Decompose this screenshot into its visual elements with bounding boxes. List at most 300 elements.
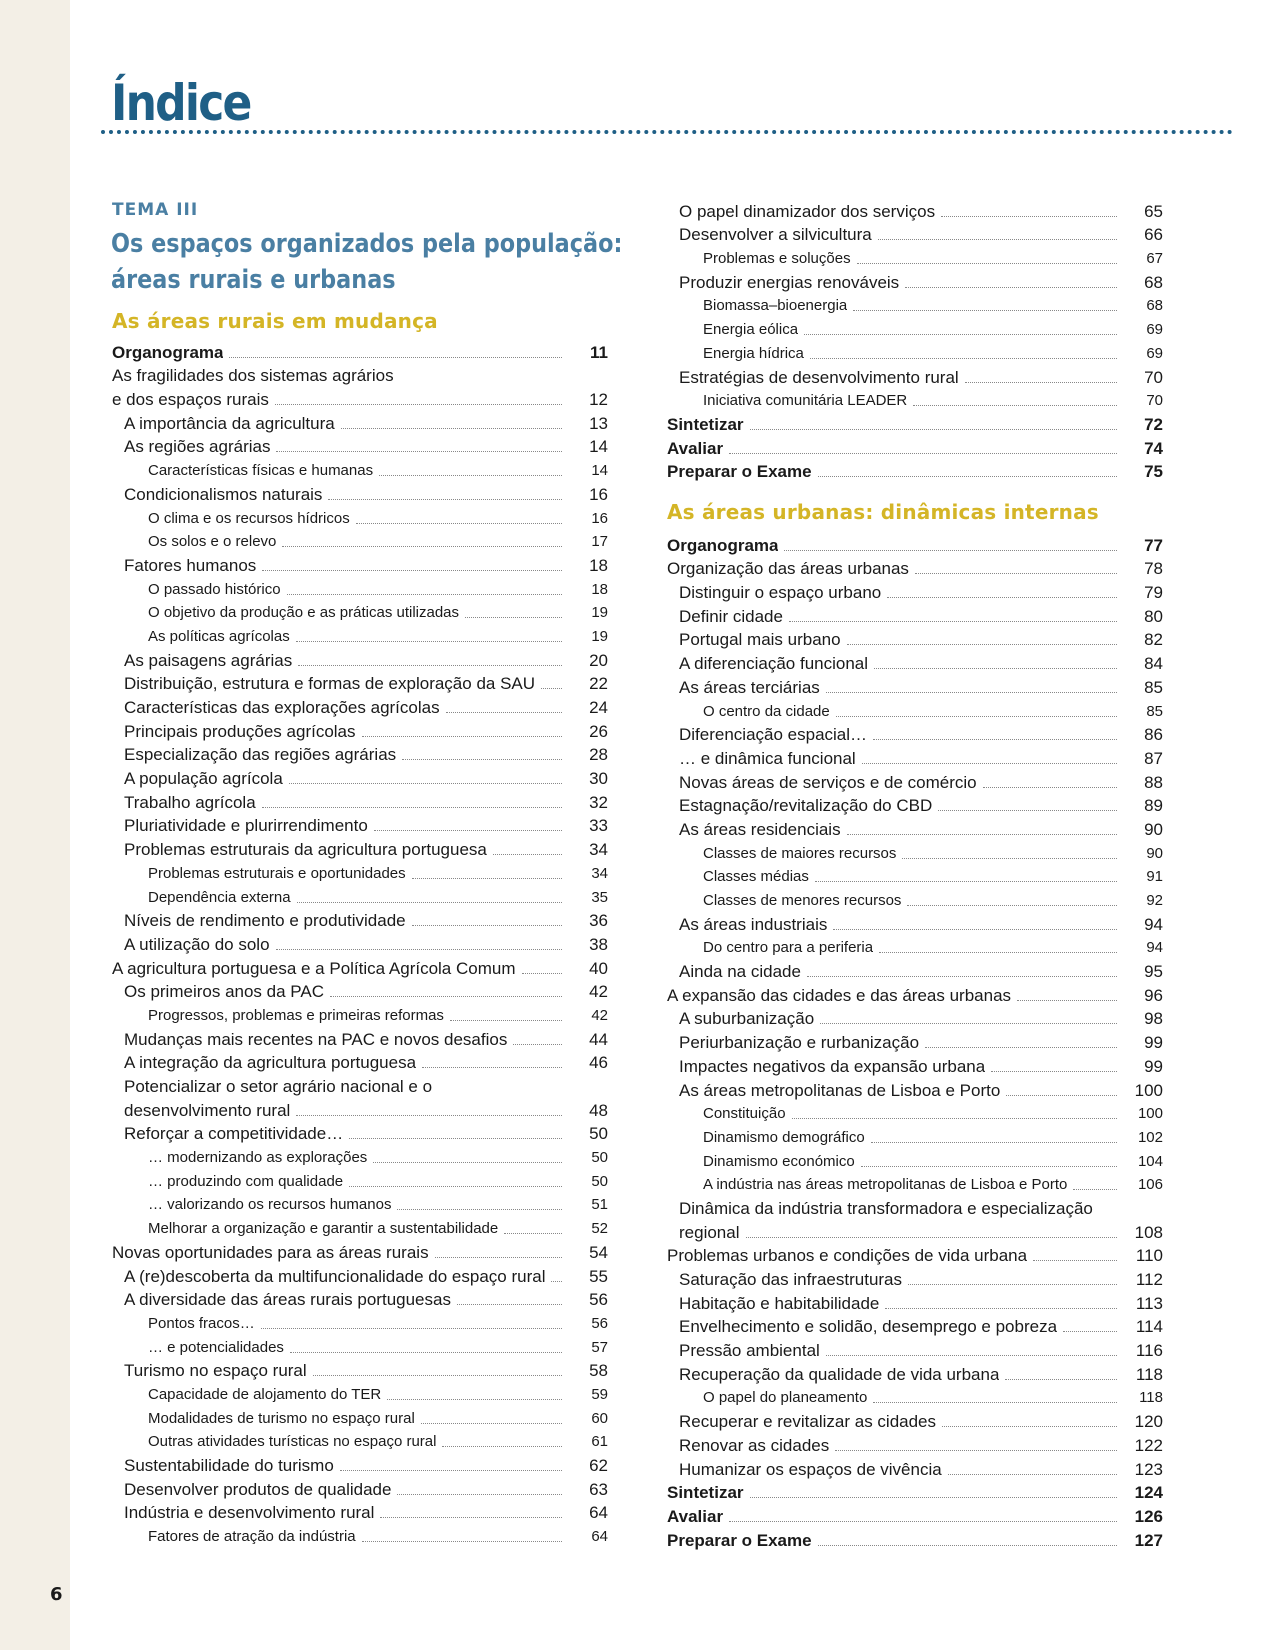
- toc-entry[interactable]: [112, 813, 608, 837]
- toc-entry[interactable]: [667, 935, 1163, 959]
- dot-leader: [435, 1257, 562, 1258]
- dot-leader: [412, 925, 562, 926]
- toc-entry-page: 22: [589, 674, 608, 694]
- toc-entry-title: Renovar as cidades: [679, 1435, 830, 1455]
- dot-leader: [296, 641, 562, 642]
- dot-leader: [1063, 1331, 1117, 1332]
- toc-entry-title: Avaliar: [667, 438, 724, 458]
- toc-entry[interactable]: [112, 1334, 608, 1358]
- dot-leader: [362, 1541, 562, 1542]
- toc-entry-title: Características físicas e humanas: [148, 462, 374, 480]
- toc-entry-title: Dependência externa: [148, 888, 291, 906]
- toc-entry-page: 94: [1144, 914, 1163, 934]
- toc-entry-title: Características das explorações agrícolas: [124, 698, 440, 717]
- toc-entry-page: 59: [591, 1385, 608, 1403]
- toc-entry-page: 19: [591, 604, 608, 622]
- dot-leader: [804, 334, 1117, 335]
- toc-entry-page: 24: [589, 698, 608, 717]
- toc-entry-title: Novas oportunidades para as áreas rurais: [112, 1242, 429, 1262]
- toc-entry-title: Sintetizar: [667, 1483, 744, 1503]
- toc-entry-page: 85: [1144, 677, 1163, 697]
- dot-leader: [815, 881, 1117, 882]
- dot-leader: [836, 716, 1117, 717]
- toc-entry[interactable]: [667, 1219, 1163, 1243]
- toc-entry-title: O papel do planeamento: [703, 1389, 868, 1407]
- dot-leader: [835, 1450, 1117, 1451]
- toc-entry-page: 89: [1144, 796, 1163, 816]
- toc-entry-page: 30: [589, 769, 608, 789]
- dot-leader: [330, 996, 562, 997]
- toc-entry-page: 51: [591, 1196, 608, 1214]
- toc-entry[interactable]: [112, 1476, 608, 1500]
- dot-leader: [873, 1402, 1117, 1403]
- toc-entry-title: Melhorar a organização e garantir a sustentabilidade: [148, 1220, 499, 1238]
- toc-entry-page: 46: [589, 1053, 608, 1073]
- toc-entry[interactable]: [112, 1523, 608, 1547]
- toc-entry[interactable]: [112, 979, 608, 1003]
- toc-entry-page: 52: [591, 1220, 608, 1238]
- toc-entry-page: 92: [1146, 892, 1163, 909]
- toc-entry-title: Indústria e desenvolvimento rural: [124, 1503, 375, 1523]
- toc-entry-page: 42: [591, 1006, 608, 1024]
- dot-leader: [913, 405, 1117, 406]
- toc-entry-page: 86: [1144, 725, 1163, 745]
- toc-entry-title: Turismo no espaço rural: [124, 1361, 307, 1381]
- dot-leader: [1005, 1379, 1117, 1380]
- toc-entry-title: Avaliar: [667, 1506, 724, 1526]
- toc-entry-title: A diversidade das áreas rurais portuguesas: [124, 1290, 451, 1310]
- dot-leader: [879, 952, 1117, 953]
- toc-entry[interactable]: [667, 1148, 1163, 1172]
- toc-entry[interactable]: [667, 1243, 1163, 1267]
- toc-entry-page: 88: [1144, 772, 1163, 792]
- toc-entry[interactable]: [667, 364, 1163, 388]
- toc-entry-page: 58: [589, 1361, 608, 1381]
- toc-entry-title: Ainda na cidade: [679, 962, 801, 982]
- toc-entry-page: 40: [589, 958, 608, 978]
- toc-entry[interactable]: [112, 1168, 608, 1192]
- toc-entry[interactable]: [112, 1215, 608, 1239]
- toc-entry-title: A indústria nas áreas metropolitanas de Lisboa e Porto: [703, 1176, 1068, 1194]
- toc-entry-title: Principais produções agrícolas: [124, 721, 356, 741]
- toc-entry[interactable]: [667, 1456, 1163, 1480]
- toc-entry-page: 91: [1146, 868, 1163, 886]
- dot-leader: [983, 787, 1117, 788]
- toc-entry[interactable]: [667, 722, 1163, 746]
- toc-entry[interactable]: [112, 1192, 608, 1216]
- dot-leader: [810, 358, 1117, 359]
- toc-entry[interactable]: [112, 1097, 608, 1121]
- toc-entry-title: Novas áreas de serviços e de comércio: [679, 772, 977, 792]
- toc-entry[interactable]: [667, 793, 1163, 817]
- toc-entry-title: Problemas estruturais e oportunidades: [148, 864, 406, 882]
- toc-entry[interactable]: [667, 674, 1163, 698]
- toc-entry[interactable]: [667, 222, 1163, 246]
- toc-entry[interactable]: [112, 1358, 608, 1382]
- dot-leader: [374, 830, 562, 831]
- toc-entry[interactable]: [667, 1172, 1163, 1196]
- toc-entry[interactable]: [667, 579, 1163, 603]
- dot-leader: [262, 807, 562, 808]
- toc-entry[interactable]: [112, 576, 608, 600]
- toc-entry-page: 72: [1144, 414, 1163, 434]
- toc-entry[interactable]: [667, 816, 1163, 840]
- toc-entry-title: Preparar o Exame: [667, 1530, 812, 1550]
- dot-leader: [541, 688, 562, 689]
- dot-leader: [873, 739, 1117, 740]
- toc-entry-title: e dos espaços rurais: [112, 390, 269, 410]
- toc-entry[interactable]: [112, 647, 608, 671]
- toc-entry[interactable]: [667, 198, 1163, 222]
- toc-entry-title: Constituição: [703, 1105, 786, 1123]
- toc-entry-page: 38: [589, 934, 608, 954]
- toc-entry[interactable]: [667, 911, 1163, 935]
- toc-entry-page: 69: [1146, 344, 1163, 362]
- toc-entry-title: O centro da cidade: [703, 702, 830, 720]
- toc-entry-title: Desenvolver a silvicultura: [679, 225, 872, 245]
- toc-entry-title: As regiões agrárias: [124, 437, 271, 457]
- toc-entry[interactable]: [667, 958, 1163, 982]
- dot-leader: [908, 1284, 1117, 1285]
- toc-entry[interactable]: [112, 1405, 608, 1429]
- toc-entry[interactable]: [667, 769, 1163, 793]
- toc-entry[interactable]: [112, 481, 608, 505]
- dot-leader: [826, 692, 1117, 693]
- toc-entry[interactable]: [112, 339, 608, 363]
- toc-entry[interactable]: [112, 1121, 608, 1145]
- dot-leader: [379, 475, 562, 476]
- toc-entry[interactable]: [667, 1029, 1163, 1053]
- section-heading-rural: As áreas rurais em mudança: [112, 309, 438, 333]
- toc-entry[interactable]: [112, 505, 608, 529]
- toc-column-right-top: [667, 198, 1163, 482]
- toc-entry[interactable]: [112, 860, 608, 884]
- dot-leader: [853, 310, 1117, 311]
- dot-leader: [446, 712, 562, 713]
- toc-entry-title: Do centro para a periferia: [703, 939, 874, 957]
- toc-entry[interactable]: [112, 931, 608, 955]
- toc-entry[interactable]: [112, 694, 608, 718]
- toc-entry[interactable]: [667, 864, 1163, 888]
- toc-entry-title: Sintetizar: [667, 414, 744, 434]
- toc-entry-title: … e dinâmica funcional: [679, 748, 856, 768]
- toc-entry-page: 77: [1144, 535, 1163, 555]
- toc-entry-title: Classes médias: [703, 868, 809, 886]
- toc-entry-page: 98: [1144, 1009, 1163, 1029]
- toc-entry-title: Impactes negativos da expansão urbana: [679, 1056, 986, 1076]
- toc-entry-title: Dinâmica da indústria transformadora e especialização: [679, 1198, 1093, 1218]
- toc-entry[interactable]: [112, 434, 608, 458]
- toc-entry-page: 114: [1135, 1317, 1163, 1337]
- toc-entry-title: Reforçar a competitividade…: [124, 1124, 344, 1144]
- toc-entry-title: A suburbanização: [679, 1009, 815, 1029]
- toc-entry[interactable]: [667, 1408, 1163, 1432]
- toc-entry-page: 19: [591, 627, 608, 645]
- toc-entry[interactable]: [112, 552, 608, 576]
- dot-leader: [847, 644, 1117, 645]
- dot-leader: [442, 1446, 562, 1447]
- toc-entry[interactable]: [667, 435, 1163, 459]
- dot-leader: [826, 1355, 1117, 1356]
- toc-entry-page: 87: [1144, 748, 1163, 768]
- toc-entry[interactable]: [112, 1381, 608, 1405]
- toc-entry[interactable]: [112, 884, 608, 908]
- dot-leader: [340, 1470, 562, 1471]
- dot-leader: [948, 1474, 1117, 1475]
- toc-entry-title: Outras atividades turísticas no espaço rural: [148, 1433, 437, 1451]
- toc-entry[interactable]: [112, 386, 608, 410]
- toc-entry-page: 66: [1144, 225, 1163, 245]
- toc-entry-title: As áreas terciárias: [679, 677, 820, 697]
- dot-leader: [362, 736, 562, 737]
- dot-leader: [750, 429, 1117, 430]
- dot-leader: [1017, 1000, 1117, 1001]
- toc-entry[interactable]: [112, 1500, 608, 1524]
- toc-entry-page: 90: [1146, 844, 1163, 862]
- toc-entry-title: A (re)descoberta da multifuncionalidade do espaço rural: [124, 1266, 546, 1286]
- toc-entry[interactable]: [112, 955, 608, 979]
- toc-entry[interactable]: [667, 1503, 1163, 1527]
- dot-leader: [885, 1308, 1117, 1309]
- toc-entry-page: 56: [591, 1314, 608, 1332]
- toc-entry-title: Portugal mais urbano: [679, 630, 841, 650]
- dot-leader: [373, 1162, 562, 1163]
- toc-entry-page: 118: [1135, 1364, 1163, 1384]
- toc-entry-page: 57: [591, 1338, 608, 1356]
- dot-leader: [965, 382, 1117, 383]
- toc-entry-title: Potencializar o setor agrário nacional e o: [124, 1077, 433, 1096]
- toc-entry-title: O objetivo da produção e as práticas utilizadas: [148, 604, 460, 622]
- toc-entry-page: 74: [1144, 438, 1163, 458]
- toc-entry-title: Problemas estruturais da agricultura portuguesa: [124, 840, 487, 860]
- dot-leader: [290, 1352, 562, 1353]
- toc-entry[interactable]: [667, 1101, 1163, 1125]
- toc-entry[interactable]: [667, 293, 1163, 317]
- dot-leader: [746, 1237, 1118, 1238]
- toc-entry[interactable]: [112, 908, 608, 932]
- toc-entry[interactable]: [667, 745, 1163, 769]
- toc-entry[interactable]: [112, 410, 608, 434]
- toc-entry[interactable]: [667, 1290, 1163, 1314]
- toc-entry[interactable]: [667, 1480, 1163, 1504]
- toc-entry[interactable]: [667, 1053, 1163, 1077]
- toc-entry[interactable]: [112, 1429, 608, 1453]
- toc-entry[interactable]: [667, 1385, 1163, 1409]
- dot-leader: [925, 1047, 1117, 1048]
- toc-entry[interactable]: [112, 1310, 608, 1334]
- dot-leader: [450, 1020, 562, 1021]
- toc-entry[interactable]: [667, 459, 1163, 483]
- toc-entry[interactable]: [112, 718, 608, 742]
- toc-entry-page: 124: [1134, 1483, 1163, 1503]
- toc-entry[interactable]: [667, 1124, 1163, 1148]
- toc-entry-title: Produzir energias renováveis: [679, 272, 900, 292]
- toc-entry-title: Recuperação da qualidade de vida urbana: [679, 1364, 1000, 1384]
- dot-leader: [356, 523, 562, 524]
- toc-entry-page: 65: [1144, 201, 1163, 221]
- page-title: Índice: [111, 74, 251, 132]
- toc-entry-page: 116: [1135, 1341, 1163, 1361]
- toc-entry[interactable]: [667, 982, 1163, 1006]
- dot-leader: [847, 834, 1117, 835]
- toc-entry[interactable]: [112, 1026, 608, 1050]
- toc-entry-page: 18: [589, 555, 608, 575]
- dot-leader: [941, 216, 1117, 217]
- dot-leader: [341, 428, 562, 429]
- toc-entry-page: 68: [1144, 272, 1163, 292]
- toc-entry-page: 100: [1137, 1105, 1163, 1123]
- dot-leader: [275, 404, 562, 405]
- dot-leader: [298, 665, 562, 666]
- toc-entry[interactable]: [112, 1073, 608, 1097]
- toc-entry[interactable]: [667, 1195, 1163, 1219]
- toc-entry[interactable]: [112, 1287, 608, 1311]
- dot-leader: [938, 810, 1117, 811]
- toc-entry-page: 85: [1146, 702, 1163, 720]
- toc-entry-title: As áreas industriais: [679, 914, 828, 934]
- toc-entry[interactable]: [112, 789, 608, 813]
- toc-entry[interactable]: [667, 269, 1163, 293]
- toc-entry-title: Os primeiros anos da PAC: [124, 982, 324, 1002]
- toc-entry[interactable]: [112, 765, 608, 789]
- toc-entry[interactable]: [112, 1239, 608, 1263]
- toc-entry[interactable]: [667, 887, 1163, 911]
- toc-entry-page: 112: [1135, 1270, 1163, 1289]
- page-margin-strip: [0, 0, 70, 1650]
- toc-entry[interactable]: [112, 1452, 608, 1476]
- toc-entry[interactable]: [112, 600, 608, 624]
- dot-leader: [878, 239, 1117, 240]
- toc-entry-page: 99: [1144, 1056, 1163, 1076]
- toc-entry[interactable]: [112, 1144, 608, 1168]
- toc-entry[interactable]: [112, 623, 608, 647]
- dot-leader: [792, 1118, 1117, 1119]
- toc-entry-page: 48: [589, 1100, 608, 1120]
- toc-entry-page: 84: [1144, 654, 1163, 674]
- toc-entry[interactable]: [667, 532, 1163, 556]
- toc-entry[interactable]: [112, 1002, 608, 1026]
- toc-entry[interactable]: [112, 671, 608, 695]
- toc-entry-page: 50: [589, 1124, 608, 1144]
- toc-entry-title: As áreas residenciais: [679, 819, 841, 839]
- toc-entry[interactable]: [112, 1050, 608, 1074]
- toc-entry-title: O clima e os recursos hídricos: [148, 509, 350, 527]
- dot-leader: [328, 499, 562, 500]
- dot-leader: [874, 668, 1117, 669]
- toc-entry-title: Modalidades de turismo no espaço rural: [148, 1409, 415, 1427]
- toc-entry-page: 17: [591, 533, 608, 551]
- toc-entry-title: Recuperar e revitalizar as cidades: [679, 1412, 937, 1432]
- toc-entry-page: 35: [591, 888, 608, 906]
- toc-entry-page: 68: [1146, 297, 1163, 315]
- toc-entry-page: 123: [1134, 1459, 1163, 1479]
- toc-entry-page: 20: [589, 650, 608, 670]
- toc-entry-title: Condicionalismos naturais: [124, 484, 323, 504]
- toc-entry[interactable]: [667, 627, 1163, 651]
- dot-leader: [522, 973, 563, 974]
- toc-entry-title: As paisagens agrárias: [124, 650, 293, 670]
- toc-column-left: [112, 339, 608, 1547]
- toc-entry[interactable]: [112, 529, 608, 553]
- toc-entry-title: Sustentabilidade do turismo: [124, 1456, 334, 1475]
- toc-entry-page: 90: [1144, 819, 1163, 839]
- toc-entry[interactable]: [667, 603, 1163, 627]
- toc-entry[interactable]: [112, 836, 608, 860]
- dot-leader: [862, 763, 1117, 764]
- toc-entry[interactable]: [112, 363, 608, 387]
- toc-entry-page: 118: [1139, 1389, 1163, 1407]
- toc-entry-page: 78: [1144, 559, 1163, 579]
- tema-label: TEMA III: [112, 200, 199, 220]
- dot-leader: [504, 1233, 562, 1234]
- toc-entry-title: Capacidade de alojamento do TER: [148, 1385, 382, 1403]
- toc-entry-title: As políticas agrícolas: [148, 627, 290, 645]
- dot-leader: [287, 594, 562, 595]
- toc-entry-title: Periurbanização e rurbanização: [679, 1033, 920, 1053]
- toc-entry-title: Desenvolver produtos de qualidade: [124, 1479, 392, 1499]
- toc-entry[interactable]: [112, 457, 608, 481]
- toc-entry-title: Distinguir o espaço urbano: [679, 583, 882, 603]
- toc-entry[interactable]: [667, 340, 1163, 364]
- toc-entry-title: … e potencialidades: [148, 1338, 284, 1356]
- toc-entry[interactable]: [112, 1263, 608, 1287]
- toc-entry-title: Biomassa–bioenergia: [703, 297, 848, 315]
- toc-entry[interactable]: [667, 1527, 1163, 1551]
- dot-leader: [1006, 1095, 1117, 1096]
- toc-entry-title: O papel dinamizador dos serviços: [679, 201, 936, 221]
- toc-entry[interactable]: [112, 742, 608, 766]
- toc-entry[interactable]: [667, 245, 1163, 269]
- toc-entry[interactable]: [667, 556, 1163, 580]
- toc-entry[interactable]: [667, 1361, 1163, 1385]
- toc-entry-title: Definir cidade: [679, 606, 783, 626]
- toc-entry-page: 50: [591, 1172, 608, 1190]
- toc-entry-page: 12: [589, 390, 608, 410]
- toc-entry[interactable]: [667, 1266, 1163, 1290]
- toc-entry[interactable]: [667, 698, 1163, 722]
- toc-entry-page: 14: [591, 462, 608, 480]
- toc-entry[interactable]: [667, 1337, 1163, 1361]
- toc-entry[interactable]: [667, 1006, 1163, 1030]
- toc-entry-title: Fatores humanos: [124, 555, 257, 575]
- toc-entry[interactable]: [667, 316, 1163, 340]
- toc-entry-title: Estratégias de desenvolvimento rural: [679, 367, 959, 387]
- dot-leader: [551, 1281, 562, 1282]
- dot-leader: [422, 1067, 562, 1068]
- toc-entry[interactable]: [667, 840, 1163, 864]
- dot-leader: [1073, 1189, 1117, 1190]
- toc-entry[interactable]: [667, 650, 1163, 674]
- toc-entry[interactable]: [667, 411, 1163, 435]
- toc-entry[interactable]: [667, 1314, 1163, 1338]
- toc-entry-title: Estagnação/revitalização do CBD: [679, 796, 933, 816]
- toc-entry[interactable]: [667, 1432, 1163, 1456]
- toc-entry-title: Os solos e o relevo: [148, 533, 277, 551]
- dot-leader: [402, 759, 562, 760]
- dot-leader: [276, 949, 562, 950]
- toc-entry-page: 16: [591, 509, 608, 527]
- dot-leader: [729, 453, 1117, 454]
- toc-entry-page: 122: [1134, 1435, 1163, 1455]
- toc-entry-page: 120: [1134, 1412, 1163, 1432]
- toc-entry-page: 34: [589, 840, 608, 860]
- toc-entry[interactable]: [667, 1077, 1163, 1101]
- toc-entry-page: 70: [1144, 367, 1163, 387]
- toc-entry-page: 108: [1134, 1222, 1163, 1242]
- toc-entry[interactable]: [667, 388, 1163, 412]
- toc-entry-page: 36: [589, 911, 608, 931]
- toc-entry-title: … produzindo com qualidade: [148, 1172, 344, 1190]
